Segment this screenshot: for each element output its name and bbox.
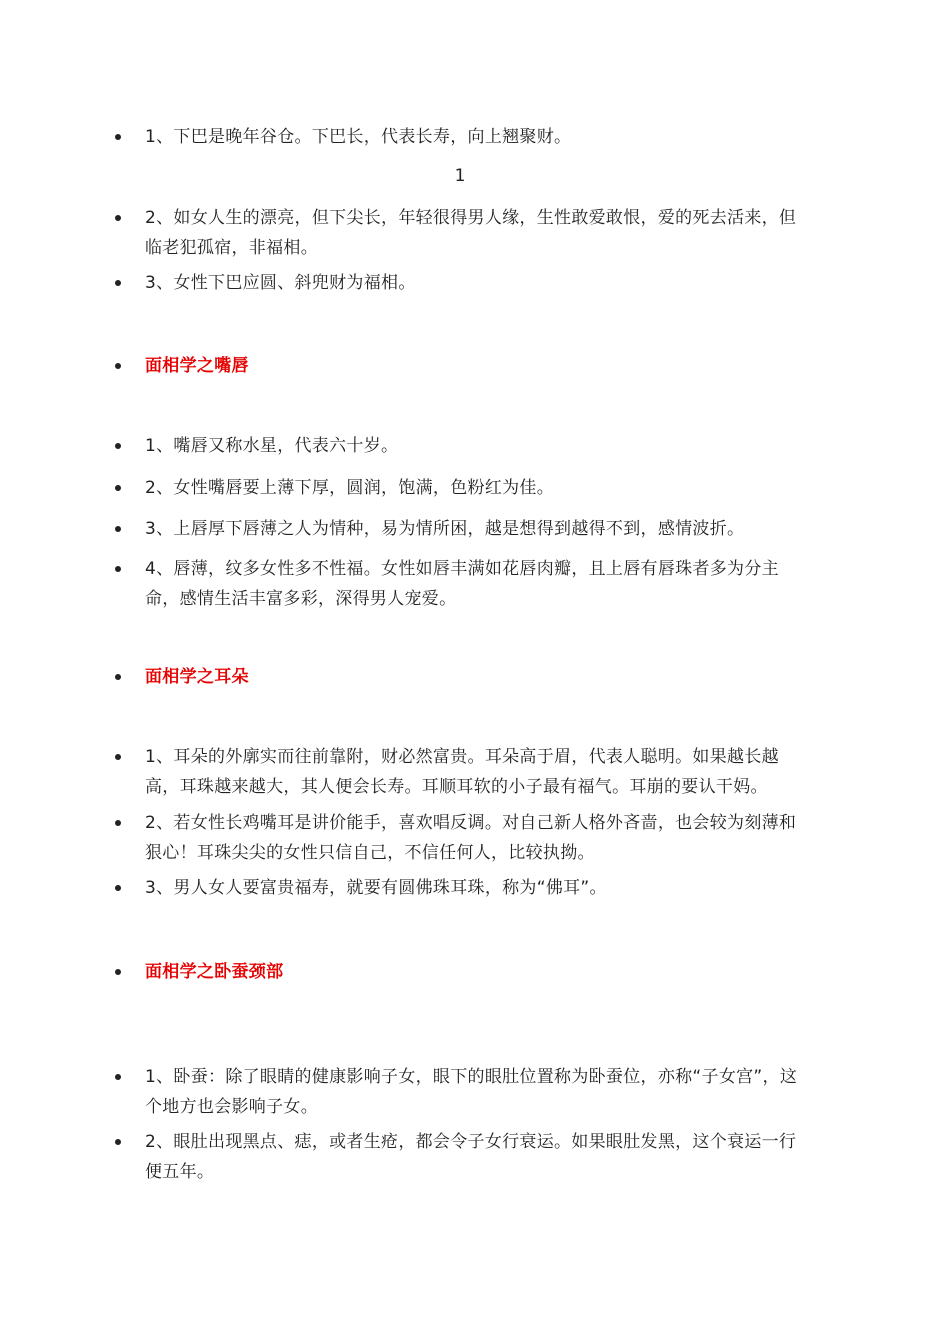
lips-item-1: 1、嘴唇又称水星，代表六十岁。 bbox=[145, 436, 399, 456]
bullet-icon bbox=[115, 969, 121, 975]
bullet-icon bbox=[115, 674, 121, 680]
chin-item-2: 2、如女人生的漂亮，但下尖长，年轻很得男人缘，生性敢爱敢恨，爱的死去活来，但临老犯孤宿，非福相。 bbox=[145, 208, 797, 258]
bullet-icon bbox=[115, 1139, 121, 1145]
bullet-icon bbox=[115, 885, 121, 891]
heading-text: 面相学之耳朵 bbox=[145, 667, 249, 687]
bullet-icon bbox=[115, 485, 121, 491]
ears-item-2: 2、若女性长鸡嘴耳是讲价能手，喜欢唱反调。对自己新人格外吝啬，也会较为刻薄和狠心！耳珠尖尖的女性只信自己，不信任何人，比较执拗。 bbox=[145, 813, 797, 863]
eye-bags-item-2: 2、眼肚出现黑点、痣，或者生疮，都会令子女行衰运。如果眼肚发黑，这个衰运一行便五年。 bbox=[145, 1132, 797, 1182]
bullet-icon bbox=[115, 526, 121, 532]
page-number: 1 bbox=[454, 166, 466, 186]
ears-item-1: 1、耳朵的外廓实而往前靠附，财必然富贵。耳朵高于眉，代表人聪明。如果越长越高，耳珠越来越大，其人便会长寿。耳顺耳软的小子最有福气。耳崩的要认干妈。 bbox=[145, 747, 779, 797]
ears-item-3: 3、男人女人要富贵福寿，就要有圆佛珠耳珠，称为“佛耳”。 bbox=[145, 878, 607, 898]
bullet-icon bbox=[115, 1074, 121, 1080]
lips-item-4: 4、唇薄，纹多女性多不性福。女性如唇丰满如花唇肉瓣，且上唇有唇珠者多为分主命，感情生活丰富多彩，深得男人宠爱。 bbox=[145, 559, 779, 609]
bullet-icon bbox=[115, 443, 121, 449]
heading-text: 面相学之卧蚕颈部 bbox=[145, 962, 284, 982]
eye-bags-item-1: 1、卧蚕：除了眼睛的健康影响子女，眼下的眼肚位置称为卧蚕位，亦称“子女宫”，这个地方也会影响子女。 bbox=[145, 1067, 798, 1117]
chin-item-1: 1、下巴是晚年谷仓。下巴长，代表长寿，向上翘聚财。 bbox=[145, 127, 572, 147]
bullet-icon bbox=[115, 280, 121, 286]
bullet-icon bbox=[115, 566, 121, 572]
bullet-icon bbox=[115, 754, 121, 760]
chin-item-3: 3、女性下巴应圆、斜兜财为福相。 bbox=[145, 273, 416, 293]
bullet-icon bbox=[115, 215, 121, 221]
bullet-icon bbox=[115, 134, 121, 140]
lips-item-2: 2、女性嘴唇要上薄下厚，圆润，饱满，色粉红为佳。 bbox=[145, 478, 555, 498]
heading-text: 面相学之嘴唇 bbox=[145, 356, 249, 376]
bullet-icon bbox=[115, 363, 121, 369]
bullet-icon bbox=[115, 820, 121, 826]
lips-item-3: 3、上唇厚下唇薄之人为情种，易为情所困，越是想得到越得不到，感情波折。 bbox=[145, 519, 745, 539]
